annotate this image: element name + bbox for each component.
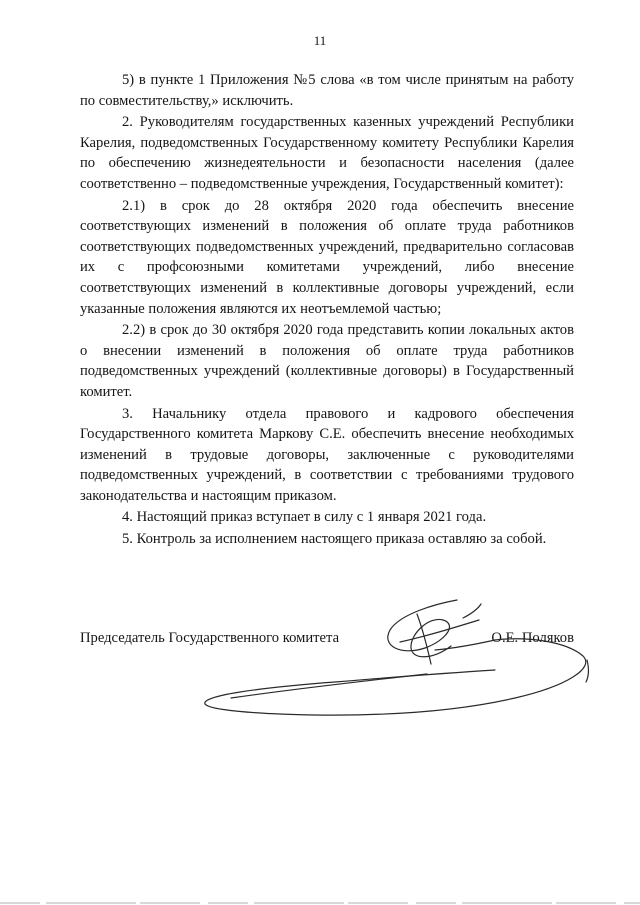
page-number: 11 bbox=[313, 33, 327, 48]
paragraph-item-4: 4. Настоящий приказ вступает в силу с 1 января 2021 года. bbox=[122, 509, 487, 526]
handwritten-signature bbox=[195, 590, 615, 720]
paragraph-item-3: 3. Начальнику отдела правового и кадрового обеспечения Государственного комитета Маркову С.Е. обеспечить внесение необходимых изменений в трудовые договоры, заключенные с руководителями подведомственных учреждений, в соответствии с требованиями трудового законодательства и настоящим приказом. bbox=[80, 405, 574, 504]
paragraph-item-5-control: 5. Контроль за исполнением настоящего приказа оставляю за собой. bbox=[122, 531, 547, 548]
signatory-name: О.Е. Поляков bbox=[491, 630, 574, 646]
paragraph-item-2: 2. Руководителям государственных казенных учреждений Республики Карелия, подведомственных Государственному комитету Республики Карелия по обеспечению жизнедеятельности и безопасности населения (далее соответственно – подведомственные учреждения, Государственный комитет): bbox=[80, 114, 574, 192]
paragraph-item-2-1: 2.1) в срок до 28 октября 2020 года обеспечить внесение соответствующих изменений в положения об оплате труда работников соответствующих подведомственных учреждений, предварительно согласовав их с профсоюзными комитетами учреждений, либо внесение соответствующих изменений в коллективные договоры учреждений, если указанные положения являются их неотъемлемой частью; bbox=[80, 197, 574, 317]
scan-edge-line bbox=[0, 899, 640, 905]
order-body bbox=[80, 70, 574, 551]
paragraph-item-5: 5) в пункте 1 Приложения №5 слова «в том числе принятым на работу по совместительству,» исключить. bbox=[80, 72, 574, 109]
signatory-title: Председатель Государственного комитета bbox=[80, 630, 340, 646]
paragraph-item-2-2: 2.2) в срок до 30 октября 2020 года представить копии локальных актов о внесении изменений в положения об оплате труда работников подведомственных учреждений (коллективные договоры) в Государственный комитет. bbox=[80, 322, 574, 400]
